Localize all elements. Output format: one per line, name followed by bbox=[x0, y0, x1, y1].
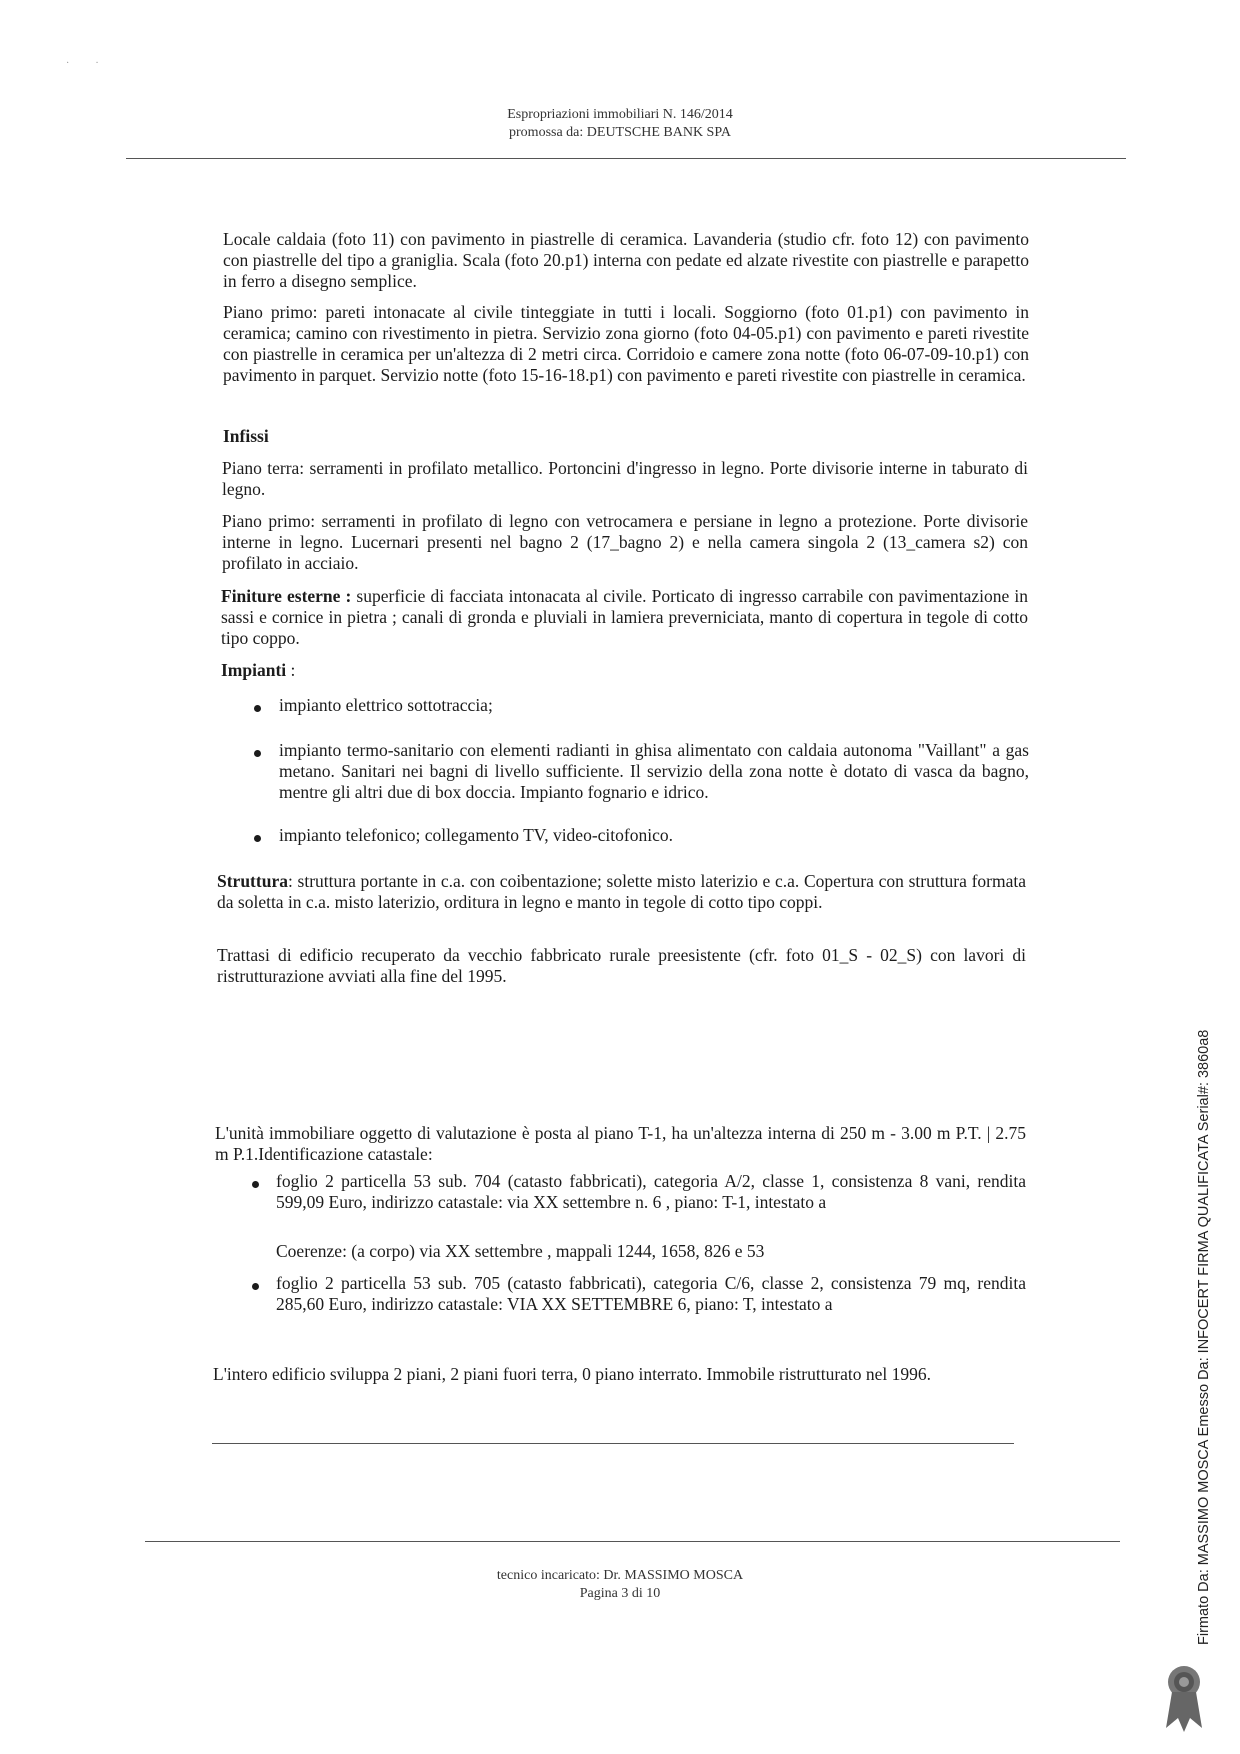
impianto-item: impianto telefonico; collegamento TV, video-citofonico. bbox=[279, 825, 673, 845]
impianto-item: impianto termo-sanitario con elementi radianti in ghisa alimentato con caldaia autonoma "Vaillant" a gas metano. Sanitari nei bagni di livello sufficiente. Il servizio della zona notte è dotato di vasca da bagno, mentre gli altri due di box doccia. Impianto fognario e idrico. bbox=[279, 740, 1029, 802]
heading-impianti: Impianti bbox=[221, 660, 287, 680]
heading-impianti-line: Impianti : bbox=[221, 660, 296, 680]
bullet-dot bbox=[254, 835, 261, 842]
heading-finiture: Finiture esterne : bbox=[221, 586, 352, 606]
paragraph-finiture-esterne: Finiture esterne : superficie di facciata intonacata al civile. Porticato di ingresso carrabile con pavimentazione in sassi e cornice in pietra ; canali di gronda e pluviali in lamiera preverniciata, manto di copertura in tegole di cotto tipo coppo. bbox=[221, 586, 1028, 648]
signature-seal-icon bbox=[1160, 1662, 1208, 1734]
heading-infissi: Infissi bbox=[223, 426, 269, 446]
section-rule bbox=[212, 1443, 1014, 1444]
footer-technician: tecnico incaricato: Dr. MASSIMO MOSCA bbox=[496, 1568, 744, 1583]
paragraph-unita-immobiliare: L'unità immobiliare oggetto di valutazione è posta al piano T-1, ha un'altezza interna di 250 m - 3.00 m P.T. | 2.75 m P.1.Identificazione catastale: bbox=[215, 1123, 1026, 1164]
bullet-dot bbox=[254, 750, 261, 757]
footer-page-number: Pagina 3 di 10 bbox=[579, 1586, 661, 1601]
heading-struttura: Struttura bbox=[217, 871, 288, 891]
paragraph-struttura: Struttura: struttura portante in c.a. con coibentazione; solette misto laterizio e c.a. Copertura con struttura formata da soletta in c.a. misto laterizio, orditura in legno e manto in tegole di cotto tipo coppi. bbox=[217, 871, 1026, 912]
page-footer bbox=[0, 1567, 1240, 1603]
bullet-dot bbox=[254, 705, 261, 712]
paragraph-piano-primo: Piano primo: pareti intonacate al civile tinteggiate in tutti i locali. Soggiorno (foto 01.p1) con pavimento in ceramica; camino con rivestimento in pietra. Servizio zona giorno (foto 04-05.p1) con pavimento e pareti rivestite con piastrelle in ceramica per un'altezza di 2 metri circa. Corridoio e camere zona notte (foto 06-07-09-10.p1) con pavimento in parquet. Servizio notte (foto 15-16-18.p1) con pavimento e pareti rivestite con piastrelle in ceramica. bbox=[223, 302, 1029, 385]
digital-signature-text: Firmato Da: MASSIMO MOSCA Emesso Da: INFOCERT FIRMA QUALIFICATA Serial#: 3860a8 bbox=[1196, 1029, 1212, 1645]
impianto-item: impianto elettrico sottotraccia; bbox=[279, 695, 493, 715]
footer-rule bbox=[145, 1541, 1120, 1542]
paragraph-trattasi: Trattasi di edificio recuperato da vecchio fabbricato rurale preesistente (cfr. foto 01_S - 02_S) con lavori di ristrutturazione avviati alla fine del 1995. bbox=[217, 945, 1026, 986]
paragraph-infissi-terra: Piano terra: serramenti in profilato metallico. Portoncini d'ingresso in legno. Porte divisorie interne in taburato di legno. bbox=[222, 458, 1028, 499]
coerenze-line: Coerenze: (a corpo) via XX settembre , mappali 1244, 1658, 826 e 53 bbox=[276, 1241, 765, 1261]
scan-marks: ·· bbox=[66, 58, 125, 69]
bullet-dot bbox=[252, 1283, 259, 1290]
page-header bbox=[0, 106, 1240, 142]
paragraph-infissi-primo: Piano primo: serramenti in profilato di legno con vetrocamera e persiane in legno a protezione. Porte divisorie interne in legno. Lucernari presenti nel bagno 2 (17_bagno 2) e nella camera singola 2 (13_camera s2) con profilato in acciaio. bbox=[222, 511, 1028, 573]
header-procedure: Espropriazioni immobiliari N. 146/2014 bbox=[507, 107, 733, 122]
paragraph-locale-caldaia: Locale caldaia (foto 11) con pavimento in piastrelle di ceramica. Lavanderia (studio cfr. foto 12) con pavimento con piastrelle del tipo a graniglia. Scala (foto 20.p1) interna con pedate ed alzate rivestite con piastrelle e parapetto in ferro a disegno semplice. bbox=[223, 229, 1029, 291]
header-creditor: promossa da: DEUTSCHE BANK SPA bbox=[509, 125, 731, 140]
bullet-dot bbox=[252, 1181, 259, 1188]
catasto-item-704: foglio 2 particella 53 sub. 704 (catasto fabbricati), categoria A/2, classe 1, consistenza 8 vani, rendita 599,09 Euro, indirizzo catastale: via XX settembre n. 6 , piano: T-1, intestato a bbox=[276, 1171, 1026, 1212]
paragraph-intero-edificio: L'intero edificio sviluppa 2 piani, 2 piani fuori terra, 0 piano interrato. Immobile ristrutturato nel 1996. bbox=[213, 1364, 932, 1384]
catasto-item-705: foglio 2 particella 53 sub. 705 (catasto fabbricati), categoria C/6, classe 2, consistenza 79 mq, rendita 285,60 Euro, indirizzo catastale: VIA XX SETTEMBRE 6, piano: T, intestato a bbox=[276, 1273, 1026, 1314]
header-rule bbox=[126, 158, 1126, 159]
